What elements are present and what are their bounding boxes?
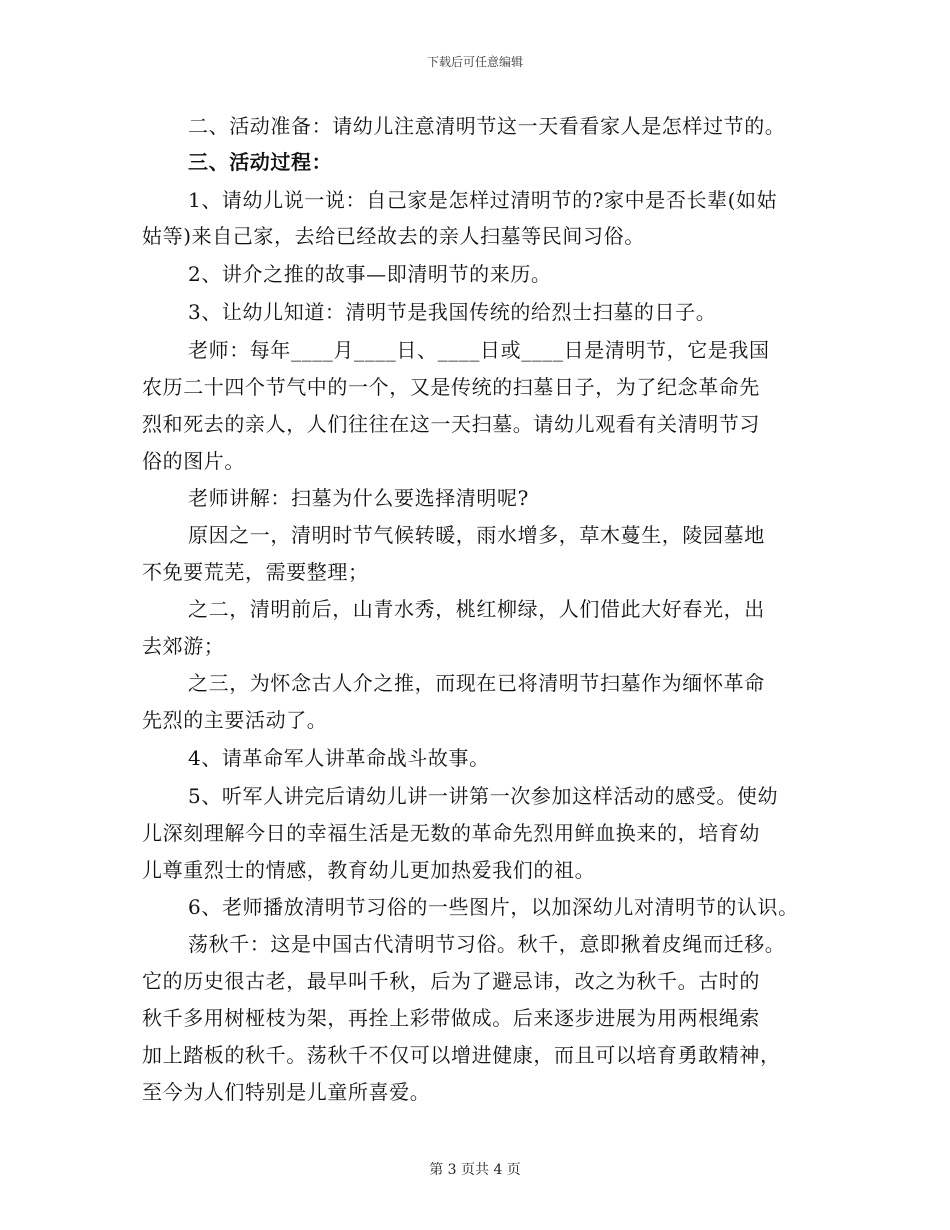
text-line: 姑等)来自己家，去给已经故去的亲人扫墓等民间习俗。 (142, 224, 645, 248)
text-line: 俗的图片。 (142, 449, 245, 473)
text-line: 先烈的主要活动了。 (142, 708, 328, 732)
text-line: 之三，为怀念古人介之推，而现在已将清明节扫墓作为缅怀革命 (188, 671, 765, 695)
page-footer: 第 3 页共 4 页 (429, 1162, 521, 1178)
text-line: 不免要荒芜，需要整理； (142, 560, 369, 584)
text-line: 之二，清明前后，山青水秀，桃红柳绿，人们借此大好春光，出 (188, 597, 765, 621)
text-line: 秋千多用树桠枝为架，再拴上彩带做成。后来逐步进展为用两根绳索 (142, 1006, 760, 1030)
page-header: 下载后可任意编辑 (426, 55, 523, 69)
text-line: 二、活动准备：请幼儿注意清明节这一天看看家人是怎样过节的。 (188, 114, 786, 138)
text-line: 去郊游； (142, 634, 225, 658)
text-line: 5、听军人讲完后请幼儿讲一讲第一次参加这样活动的感受。使幼 (188, 784, 779, 808)
text-line: 农历二十四个节气中的一个，又是传统的扫墓日子，为了纪念革命先 (142, 375, 760, 399)
text-line: 加上踏板的秋千。荡秋千不仅可以增进健康，而且可以培育勇敢精神， (142, 1043, 781, 1067)
text-line: 原因之一，清明时节气候转暖，雨水增多，草木蔓生，陵园墓地 (188, 523, 765, 547)
text-line: 老师讲解：扫墓为什么要选择清明呢? (188, 486, 529, 510)
text-line: 儿深刻理解今日的幸福生活是无数的革命先烈用鲜血换来的，培育幼 (142, 821, 760, 845)
text-line: 3、让幼儿知道：清明节是我国传统的给烈士扫墓的日子。 (188, 300, 717, 324)
section-heading: 三、活动过程： (188, 150, 333, 174)
text-line: 荡秋千：这是中国古代清明节习俗。秋千，意即揪着皮绳而迁移。 (188, 932, 786, 956)
text-line: 2、讲介之推的故事—即清明节的来历。 (188, 262, 552, 286)
text-line: 1、请幼儿说一说：自己家是怎样过清明节的?家中是否长辈(如姑 (188, 188, 778, 212)
text-line: 至今为人们特别是儿童所喜爱。 (142, 1080, 431, 1104)
text-line: 6、老师播放清明节习俗的一些图片，以加深幼儿对清明节的认识。 (188, 895, 799, 919)
text-line: 它的历史很古老，最早叫千秋，后为了避忌讳，改之为秋千。古时的 (142, 969, 760, 993)
text-line: 老师：每年____月____日、____日或____日是清明节，它是我国 (188, 338, 770, 362)
text-line: 儿尊重烈士的情感，教育幼儿更加热爱我们的祖。 (142, 858, 596, 882)
text-line: 烈和死去的亲人，人们往往在这一天扫墓。请幼儿观看有关清明节习 (142, 412, 760, 436)
text-line: 4、请革命军人讲革命战斗故事。 (188, 746, 490, 770)
